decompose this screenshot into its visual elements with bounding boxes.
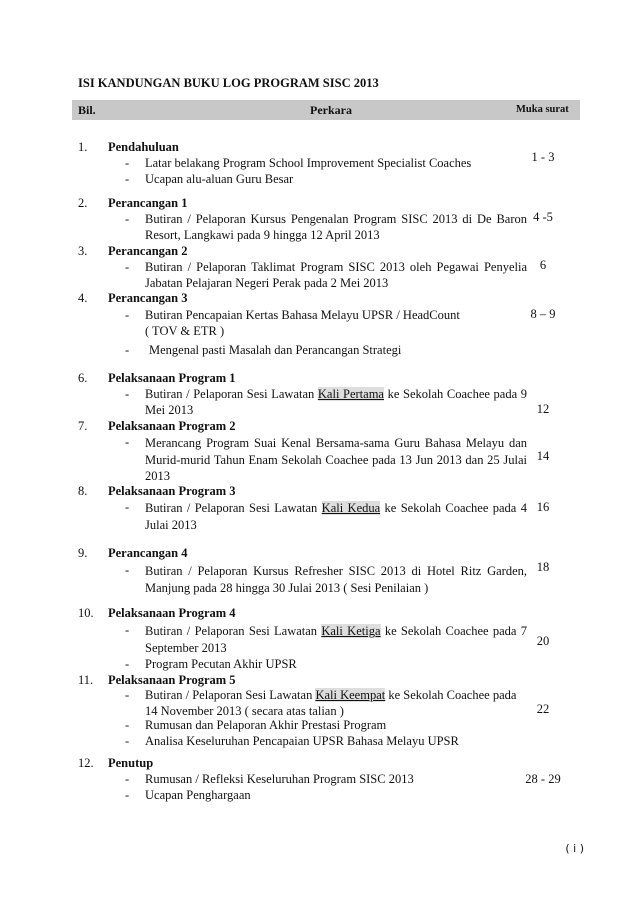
- header-muka-surat: Muka surat: [516, 104, 569, 115]
- bullet-dash: -: [125, 435, 130, 449]
- bullet-dash: -: [125, 172, 130, 186]
- entry-3-number: 3.: [78, 244, 88, 258]
- entry-12-page: 28 - 29: [525, 772, 561, 786]
- entry-9-title: Perancangan 4: [108, 546, 188, 560]
- entry-7-page: 14: [536, 449, 550, 463]
- entry-6-title: Pelaksanaan Program 1: [108, 371, 236, 385]
- bullet-dash: -: [125, 657, 130, 671]
- entry-3-title: Perancangan 2: [108, 244, 188, 258]
- entry-11-title: Pelaksanaan Program 5: [108, 673, 236, 687]
- entry-6-number: 6.: [78, 371, 88, 385]
- bullet-dash: -: [125, 718, 130, 732]
- entry-1-title: Pendahuluan: [108, 140, 179, 154]
- bullet-dash: -: [125, 260, 130, 274]
- entry-4-page: 8 – 9: [530, 307, 556, 321]
- entry-12-number: 12.: [78, 756, 94, 770]
- bullet-dash: -: [125, 387, 130, 401]
- bullet-dash: -: [125, 156, 130, 170]
- page-number: ( i ): [565, 842, 584, 855]
- bullet-dash: -: [125, 623, 130, 637]
- entry-10-title: Pelaksanaan Program 4: [108, 606, 236, 620]
- bullet-dash: -: [125, 688, 130, 702]
- entry-6-page: 12: [536, 402, 550, 416]
- entry-9-number: 9.: [78, 546, 88, 560]
- bullet-dash: -: [125, 772, 130, 786]
- entry-1-number: 1.: [78, 140, 88, 154]
- bullet-dash: -: [125, 500, 130, 514]
- bullet-dash: -: [125, 343, 130, 357]
- document-title: ISI KANDUNGAN BUKU LOG PROGRAM SISC 2013: [78, 76, 379, 90]
- entry-2-title: Perancangan 1: [108, 196, 188, 210]
- header-perkara: Perkara: [310, 103, 352, 117]
- entry-11-page: 22: [536, 702, 550, 716]
- bullet-dash: -: [125, 563, 130, 577]
- entry-12-title: Penutup: [108, 756, 154, 770]
- entry-3-page: 6: [539, 258, 547, 272]
- entry-7-number: 7.: [78, 419, 88, 433]
- entry-11-number: 11.: [78, 673, 94, 687]
- bullet-dash: -: [125, 788, 130, 802]
- entry-8-page: 16: [536, 500, 550, 514]
- bullet-dash: -: [125, 212, 130, 226]
- entry-8-title: Pelaksanaan Program 3: [108, 484, 236, 498]
- header-bil: Bil.: [78, 103, 96, 117]
- entry-4-number: 4.: [78, 291, 88, 305]
- entry-1-page: 1 - 3: [531, 150, 555, 164]
- entry-2-page: 4 -5: [533, 210, 553, 224]
- entry-7-title: Pelaksanaan Program 2: [108, 419, 236, 433]
- table-header: [72, 100, 580, 120]
- bullet-dash: -: [125, 308, 130, 322]
- entry-4-title: Perancangan 3: [108, 291, 188, 305]
- entry-10-number: 10.: [78, 606, 94, 620]
- entry-10-page: 20: [536, 634, 550, 648]
- entry-9-page: 18: [536, 560, 550, 574]
- bullet-dash: -: [125, 734, 130, 748]
- entry-8-number: 8.: [78, 484, 88, 498]
- entry-2-number: 2.: [78, 196, 88, 210]
